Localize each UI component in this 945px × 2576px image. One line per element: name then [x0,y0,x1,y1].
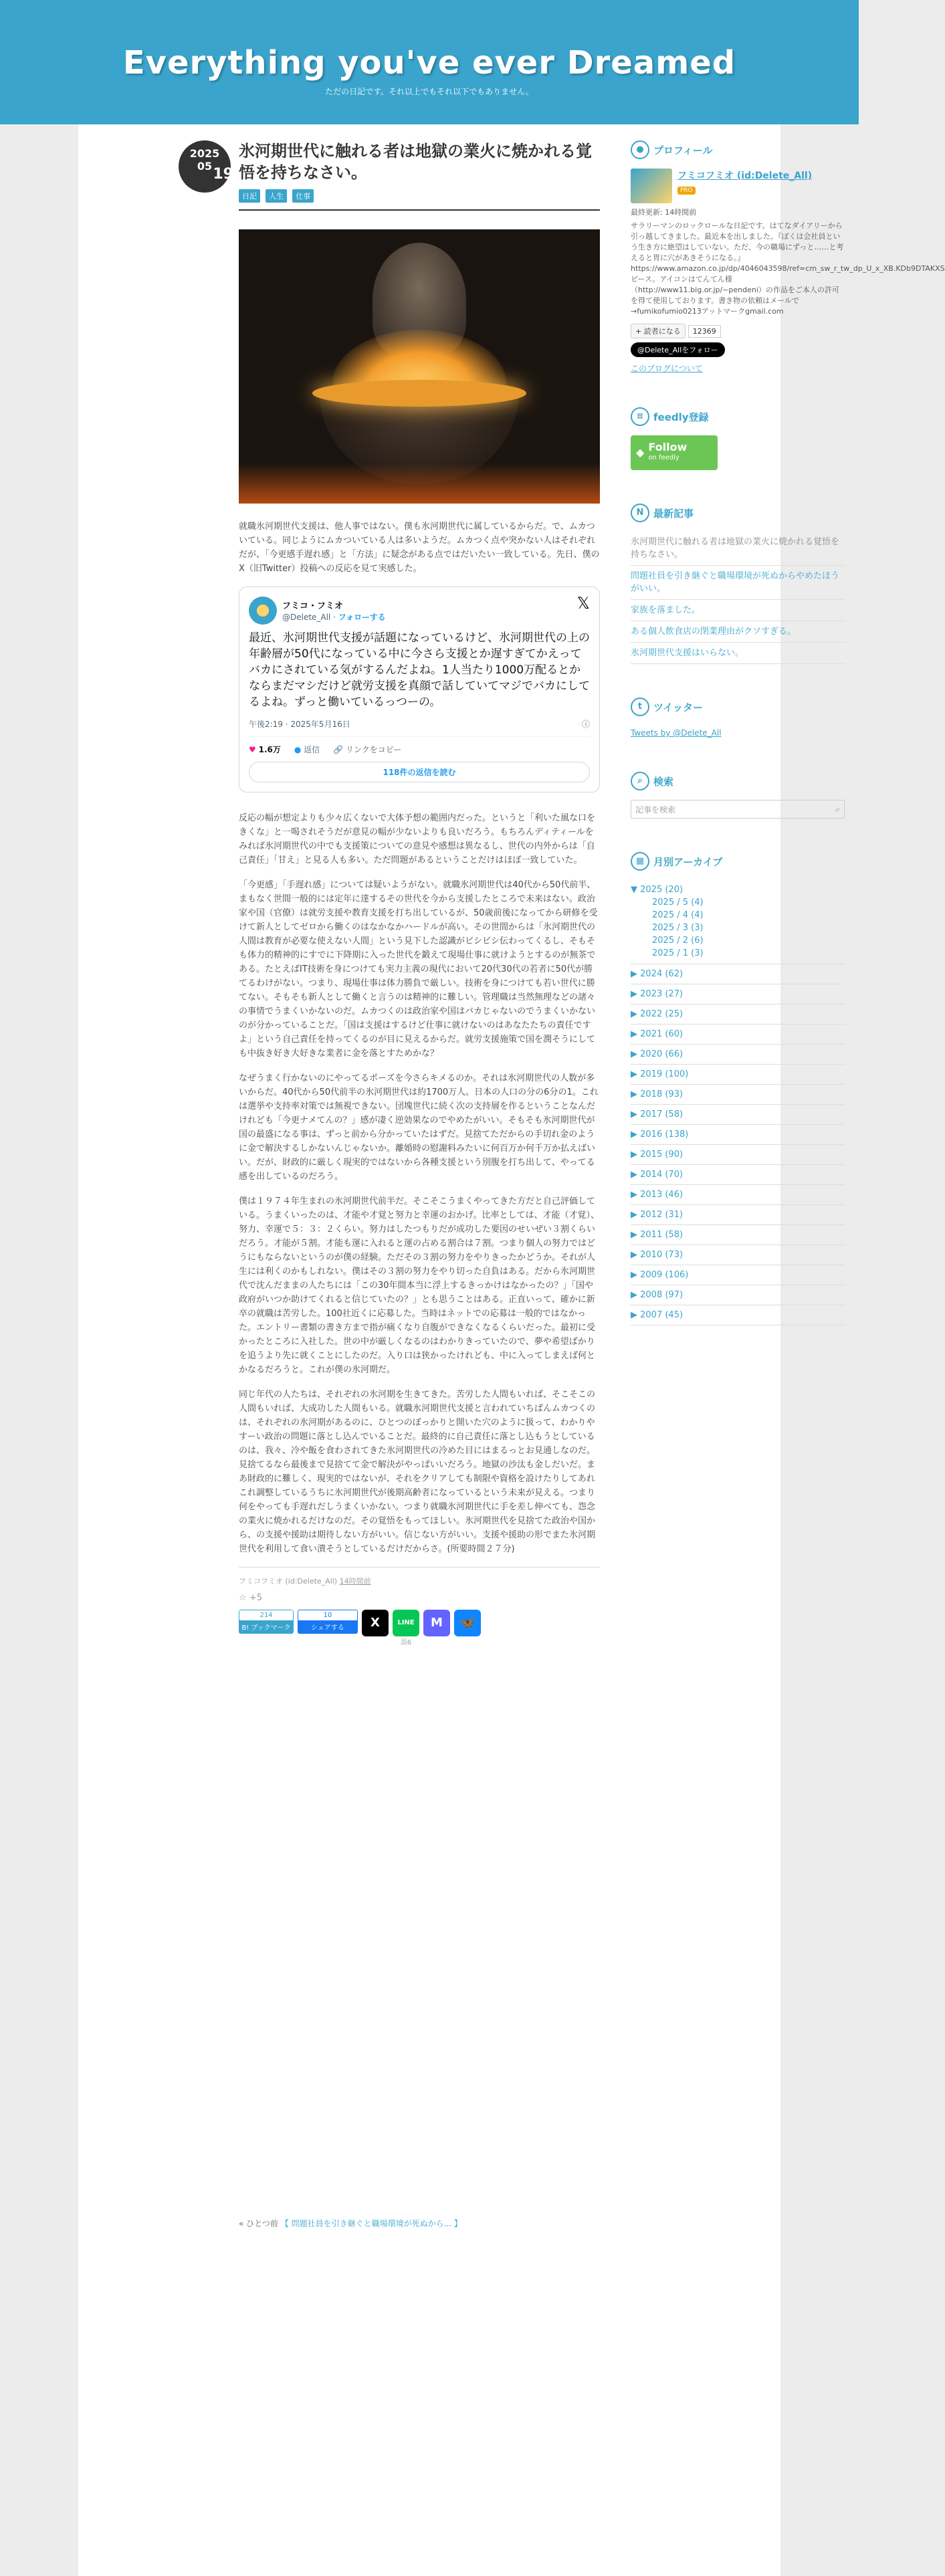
recent-entry-link[interactable]: 氷河期世代に触れる者は地獄の業火に焼かれる覚悟を持ちなさい。 [631,532,845,566]
archive-year[interactable]: ▶ 2022 (25) [631,1004,845,1025]
line-count: 誤6 [400,1639,412,1646]
blog-description: ただの日記です。それ以上でもそれ以下でもありません。 [325,87,534,96]
hatena-bookmark-button[interactable] [239,1610,294,1634]
feed-icon: ≡ [631,407,649,426]
search-title: 検索 [653,775,674,788]
copy-label: リンクをコピー [345,745,402,754]
archive-year[interactable]: ▶ 2008 (97) [631,1285,845,1305]
entry-paragraph: 就職氷河期世代支援は、他人事ではない。僕も氷河期世代に属しているからだ。で、ムカついている。同じようにムカついている人は多いようだ。ムカつく点や突かない人はそれぞれだが、「今更感手遅れ感」と「方法」に疑念がある点ではだいたい一致している。先日、僕のX（旧Twitter）投稿への反応を見て実感した。 [239,522,600,574]
archive-title: 月別アーカイブ [653,855,723,868]
archive-module [631,852,845,1325]
reply-label: 返信 [304,745,320,754]
archive-year[interactable]: ▶ 2010 (73) [631,1245,845,1265]
archive-month[interactable]: 2025 / 2 (6) [652,936,704,946]
twitter-title: ツイッター [653,701,703,714]
cauldron-rim-shape [312,380,526,407]
share-buttons [239,1610,600,1646]
feedly-icon: ◆ [636,446,645,459]
profile-name-link[interactable]: フミコフミオ (id:Delete_All) [677,171,813,181]
mastodon-share-button[interactable]: M [423,1610,450,1636]
archive-month[interactable]: 2025 / 3 (3) [652,923,704,933]
recent-heading [631,504,845,522]
category-tag[interactable]: 仕事 [292,189,314,203]
title-divider [239,209,600,211]
tweet-timestamp-row [249,718,590,737]
twitter-module [631,697,845,738]
feedly-follow-label: Follow [648,441,688,453]
x-share-button[interactable]: X [362,1610,389,1636]
archive-year-2025[interactable]: ▼ 2025 (20) [631,885,684,895]
entry-title[interactable]: 氷河期世代に触れる者は地獄の業火に焼かれる覚悟を持ちなさい。 [239,142,592,182]
twitter-heading [631,697,845,716]
tweet-actions [249,744,590,755]
recent-entry-link[interactable]: 氷河期世代支援はいらない。 [631,643,845,664]
tweet-time[interactable]: 午後2:19 · 2025年5月16日 [249,720,350,729]
archive-year[interactable]: ▶ 2018 (93) [631,1085,845,1105]
archive-month[interactable]: 2025 / 4 (4) [652,910,704,920]
x-logo-icon[interactable]: 𝕏 [576,594,590,613]
search-module [631,772,845,819]
date-badge [179,140,231,193]
tweet-header: フミコ・フミオ @Delete_All · フォローする [249,597,590,625]
tweet-follow-link[interactable]: フォローする [338,613,386,622]
archive-year[interactable]: ▶ 2011 (58) [631,1225,845,1245]
twitter-icon: t [631,697,649,716]
profile-description: サラリーマンのロックロールな日記です。はてなダイアリーから引っ越してきました。最近本を出しました。『ぼくは会社員という生き方に絶望はしていない。ただ、今の職場にずっと……と考えると胃に穴があきそうになる。』https://www.amazon.co.jp/dp/4046043598/ref=cm_sw_r_tw_dp_U_x_XB.KDb9DTAKXS ピース。アイコンはてんてん様（http://www11.big.or.jp/~pendeni）の作品をご本人の許可を得て使用しております。書き物の依頼はメールで→fumikofumio0213アットマークgmail.com [631,221,945,316]
category-tag[interactable]: 人生 [266,189,287,203]
like-action[interactable] [249,744,281,755]
facebook-count: 10 [323,1612,332,1619]
recent-entry-link[interactable]: ある個人飲食店の閉業理由がクソすぎる。 [631,621,845,643]
page-container [78,124,945,2576]
archive-year[interactable]: ▶ 2014 (70) [631,1165,845,1185]
search-placeholder: 記事を検索 [635,804,676,815]
blog-title[interactable]: Everything you've ever Dreamed [122,44,736,82]
archive-year[interactable]: ▶ 2007 (45) [631,1305,845,1325]
subscribe-button[interactable]: + 読者になる [631,324,686,338]
feedly-heading [631,407,845,426]
profile-module [631,140,945,374]
archive-year[interactable]: ▶ 2021 (60) [631,1025,845,1045]
about-blog-link[interactable]: このブログについて [631,364,703,373]
archive-year[interactable]: ▶ 2016 (138) [631,1125,845,1145]
date-month: 05 [197,160,213,173]
search-heading [631,772,845,790]
flame-shape [239,463,600,504]
reader-count: 12369 [688,325,721,338]
hero-image-cauldron [239,229,600,504]
profile-row [631,169,845,203]
feedly-follow-button[interactable] [631,435,718,470]
sidebar [631,140,945,1359]
reply-action[interactable] [294,744,320,755]
add-star-icon[interactable]: ☆ [239,1593,247,1603]
x-follow-button[interactable]: @Delete_Allをフォロー [631,342,725,357]
search-heading-icon: ⌕ [631,772,649,790]
embedded-tweet[interactable] [239,586,600,792]
profile-heading [631,140,845,159]
permalink-time[interactable]: 14時間前 [339,1577,371,1586]
entry-paragraph: 同じ年代の人たちは、それぞれの氷河期を生きてきた。苦労した人間もいれば、そこそこの人間もいれば、大成功した人間もいる。就職氷河期世代支援と言われていちばんムカつくのは、それぞれの氷河期があるのに、ひとつのぼっかりと開いた穴のように扱って、わかりやすーい政治の問題に落とし込んでいることだ。最終的に自己責任に落とし込もうとしているのは、我々、冷や飯を食わされてきた氷河期世代の冷めた目にはまるっとお見通しなのだ。見捨てるなら最後まで見捨てて金で解決がやっぱいいだろう。地獄の沙汰も金しだいだ。まあ財政的に難しく、現実的ではないが、それをクリアしても制限や資格を設けたりしてあれこれ調整しているうちに氷河期世代が後期高齢者になっているという未来が見える。つまり何をやっても手遅れだしうまくいかない。つまり就職氷河期世代に手を差し伸べても、怨念の業火に焼かれるだけなのだ。その覚悟をもってほしい。氷河期世代を見捨てた政治や国から、の支援や援助は期待しない方がいい。信じない方がいい。支援や援助の形でまた氷河期世代を利用して食い潰そうとしているだけだからさ。(所要時間２７分) [239,1390,596,1554]
calendar-icon: ▦ [631,852,649,871]
tweet-text: 最近、氷河期世代支援が話題になっているけど、氷河期世代の上の年齢層が50代になっている中に今さら支援とか遅すぎてかえってバカにされている気がするんだよね。1人当たり1000万配るとかならまだマシだけど就労支援を真顔で話していてマジでバカにしてるよね。ずっと働いているっつーの。 [249,631,590,709]
reply-icon: ● [294,745,302,754]
date-day: 19 [213,166,233,183]
archive-year[interactable]: ▶ 2023 (27) [631,984,845,1004]
archive-year[interactable]: ▶ 2024 (62) [631,964,845,984]
previous-entry-nav [239,2218,462,2229]
tweet-author-name[interactable]: フミコ・フミオ [282,601,344,611]
blog-header [0,0,859,124]
last-update: 最終更新: 14時間前 [631,208,697,217]
search-input[interactable] [631,800,845,819]
tweet-avatar[interactable] [249,597,277,625]
feedly-on-label: on feedly [648,454,679,461]
entry-paragraph: 反応の幅が想定よりも少々広くないで大体予想の範囲内だった。というと「利いた風な口をきくな」と一喝されそうだが意見の幅が少ないよりも良いだろう。もちろんディティールをみれば氷河期世代の中でも支援策についての意見や感想は異なるし、世代の内外からは「自己責任」「甘え」と見る人も多い。ただ問題があるということだけはほぼ一致していた。 [239,813,596,865]
prev-entry-link[interactable]: 【 問題社員を引き継ぐと職場環境が死ぬから... 】 [280,2219,462,2228]
hatena-count: 214 [239,1610,293,1620]
archive-month[interactable]: 2025 / 5 (4) [652,897,704,907]
date-year: 2025 [189,147,220,160]
info-icon[interactable]: ⓘ [581,720,590,729]
archive-year[interactable]: ▶ 2017 (58) [631,1105,845,1125]
facebook-label: シェアする [298,1620,357,1633]
copy-link-action[interactable] [333,744,401,755]
feedly-module [631,407,845,470]
pro-badge: PRO [677,187,696,195]
like-count: 1.6万 [258,745,281,754]
new-icon: N [631,504,649,522]
entry-paragraph: 「今更感」「手遅れ感」については疑いようがない。就職氷河期世代は40代から50代前半、まもなく世間一般的には定年に達するその世代を今から支援したところで未来はない。政治家や国（官僚）は就労支援や教育支援を打ち出しているが、50歳前後になってから研修を受けて新人としてゼロから働くのはなかなかハードルが高い。その世間からは「氷河期世代の人間は教育が必要な使えない人間」という見下した認識がビシビシ伝わってくるし、そもそも体力的精神的にすでに下降期に入った世代を鍛えて現場仕事に就けようとするのが無茶である。たとえばIT技術を身につけても実力主義の現代において20代30代の若者に50代が勝てるわけがない。つまり、現場仕事は体力勝負で厳しい。技術を身につけても若い世代に勝てない。そもそも新人として働くと言うのは精神的に難しい。管理職は当然無理などの諸々の事情でうまくいかないのだ。ムカつくのは政治家や国はバカじゃないのでうまくいかないのが分かっていることだ。「国は支援はするけど仕事に就けないのはあなたたちの責任ですよ」という自己責任を持ってくるのが目に見えるからだ。就労支援施策で国を潤そうにしても中抜き好き大好きな業者に金を落とすためかな？ [239,880,598,1059]
star-row [239,1593,600,1603]
entry-footer [239,1567,600,1586]
author-line[interactable]: フミコフミオ (id:Delete_All) [239,1577,338,1586]
archive-year[interactable]: ▶ 2013 (46) [631,1185,845,1205]
recent-entry-link[interactable]: 問題社員を引き継ぐと職場環境が死ぬからやめたほうがいい。 [631,566,845,600]
feedly-title: feedly登録 [653,411,709,423]
archive-year[interactable]: ▶ 2009 (106) [631,1265,845,1285]
search-icon[interactable]: ⌕ [835,804,840,814]
entry-paragraph: 僕は１９７４年生まれの氷河期世代前半だ。そこそこうまくやってきた方だと自己評価している。うまくいったのは、才能や才覚と努力と幸運のおかげ。比率としては、才能（才覚）、努力、幸運で５：３：２くらい。努力はしたつもりだが成功した要因のせいぜい３割くらいだろう。才能が５割。才能も運に入れると運の占める割合は７割。つまり個人の努力ではどうにもならないというのが僕の経験。ただその３割の努力をやりきったかどうか。それが人生には利くのかもしれない。僕はその３割の努力をやり切った自負はある。だから氷河期世代で沈んだままの人たちには「この30年間本当に浮上するきっかけはなかったの？」「国や政府がいつか助けてくれると信じていたの？」とも思うことはある。正直いって、確かに新卒の就職は苦労した。100社近くに応募した。当時はネットでの応募は一般的ではなかった。エントリー書類の書き方まで指が痛くなり自腹ができなくなるくらいだった。最初に受かったところに入社した。世の中が厳しくなるのはわかりきっていたので、夢や希望ばかりを追うより先に就くことにしたのだ。入り口は狭かったけれども、中に入ってしまえば何とかなるだろうと。これが僕の氷河期だ。 [239,1196,599,1375]
entry-main [189,140,600,1646]
star-count[interactable]: +5 [249,1593,262,1603]
link-icon: 🔗 [333,745,344,754]
prev-entry-title: 問題社員を引き継ぐと職場環境が死ぬから... [291,2219,452,2228]
twitter-timeline-link[interactable]: Tweets by @Delete_All [631,728,722,738]
heart-icon: ♥ [249,745,256,754]
archive-year[interactable]: ▶ 2020 (66) [631,1045,845,1065]
category-list [239,189,600,203]
archive-year[interactable]: ▶ 2012 (31) [631,1205,845,1225]
archive-year[interactable]: ▶ 2015 (90) [631,1145,845,1165]
archive-year[interactable]: ▶ 2019 (100) [631,1065,845,1085]
recent-title: 最新記事 [653,507,694,520]
line-share-button[interactable]: LINE [393,1610,419,1636]
profile-title: プロフィール [653,144,713,156]
archive-heading [631,852,845,871]
prev-prefix: « ひとつ前 [239,2219,278,2228]
archive-month[interactable]: 2025 / 1 (3) [631,947,845,964]
reader-row [631,324,845,338]
archive-year-list [631,964,845,1325]
recent-entries-module [631,504,845,664]
tweet-handle[interactable]: @Delete_All [282,613,331,622]
recent-list [631,532,845,664]
read-replies-button[interactable]: 118件の返信を読む [249,762,590,782]
category-tag[interactable]: 日記 [239,189,260,203]
hatena-label: B! ブックマーク [239,1620,293,1633]
recent-entry-link[interactable]: 家族を落ました。 [631,600,845,621]
entry-paragraph: なぜうまく行かないのにやってるポーズを今さらキメるのか。それは氷河期世代の人数が多いからだ。40代から50代前半の氷河期世代は約1700万人。日本の人口の分の6分の1。これは選挙や支持率対策では無視できない。団塊世代に続く次の支持層を作るということなんだけれども「今更ナメてんの？」感が凄く逆効果なのでやめたがいい。そもそも氷河期世代が国の最盛になる事は、ずっと前から分かっていたはずだ。見捨てただからの手切れ金のように金で解決するしかないんじゃないか。離婚時の慰謝料みたいに何百万か何千万か払えばいい。だが、財政的に厳しく現実的ではないから各種支援という別腹を打ち出して、やってる感を出しているのだろう。 [239,1073,599,1182]
avatar[interactable] [631,169,672,203]
bluesky-share-button[interactable]: 🦋 [454,1610,481,1636]
person-icon: ● [631,140,649,159]
facebook-share-button[interactable] [298,1610,358,1634]
